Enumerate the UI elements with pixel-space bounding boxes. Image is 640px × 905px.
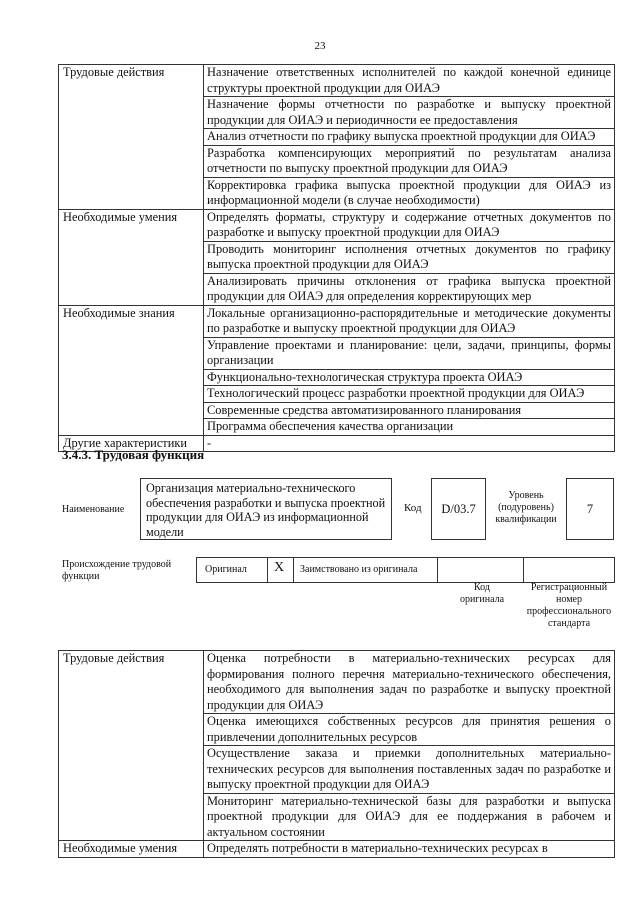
table-row	[59, 209, 615, 241]
row-label: Трудовые действия	[59, 651, 204, 841]
name-label: Наименование	[62, 504, 125, 515]
caption-code-original: Код оригинала	[459, 582, 505, 605]
borrowed-label: Заимствовано из оригинала	[300, 564, 418, 575]
table-row	[59, 305, 615, 337]
table-cell: Программа обеспечения качества организации	[204, 419, 615, 436]
section-title: 3.4.3. Трудовая функция	[62, 447, 205, 462]
table-row	[59, 841, 615, 858]
row-label: Трудовые действия	[59, 65, 204, 210]
table-cell: Назначение ответственных исполнителей по каждой конечной единице структуры проектной продукции для ОИАЭ	[204, 65, 615, 97]
caption-registration-number: Регистрационный номер профессионального стандарта	[526, 582, 612, 629]
row-label: Необходимые умения	[59, 841, 204, 858]
origin-box	[196, 557, 615, 583]
row-label: Другие характеристики	[59, 435, 204, 452]
table-row	[59, 65, 615, 97]
code-value-box: D/03.7	[431, 478, 486, 540]
origin-label: Происхождение трудовой функции	[62, 559, 172, 582]
level-value-box: 7	[566, 478, 614, 540]
table-cell: Функционально-технологическая структура проекта ОИАЭ	[204, 369, 615, 386]
table-row	[59, 651, 615, 714]
table-cell: Анализировать причины отклонения от графика выпуска проектной продукции для ОИАЭ для определения корректирующих мер	[204, 273, 615, 305]
table-cell: Управление проектами и планирование: цели, задачи, принципы, формы организации	[204, 337, 615, 369]
table-cell: Современные средства автоматизированного планирования	[204, 402, 615, 419]
table-cell: Определять потребности в материально-технических ресурсах в	[204, 841, 615, 858]
table-cell: Технологический процесс разработки проектной продукции для ОИАЭ	[204, 386, 615, 403]
code-label: Код	[404, 502, 422, 514]
table-cell: Осуществление заказа и приемки дополнительных материально-технических ресурсов для выполнения поставленных задач по разработке и выпуску проектной продукции для ОИАЭ	[204, 746, 615, 794]
row-label: Необходимые знания	[59, 305, 204, 435]
table-cell: -	[204, 435, 615, 452]
level-label: Уровень (подуровень) квалификации	[495, 490, 557, 525]
requirements-table-top	[58, 64, 615, 452]
table-cell: Назначение формы отчетности по разработке и выпуску проектной продукции для ОИАЭ и периодичности ее предоставления	[204, 97, 615, 129]
table-cell: Оценка имеющихся собственных ресурсов для принятия решения о привлечении дополнительных ресурсов	[204, 714, 615, 746]
table-cell: Мониторинг материально-технической базы для разработки и выпуска проектной продукции для ОИАЭ для ее поддержания в рабочем и актуальном состоянии	[204, 793, 615, 841]
table-cell: Локальные организационно-распорядительные и методические документы по разработке и выпуску проектной продукции для ОИАЭ	[204, 305, 615, 337]
table-cell: Определять форматы, структуру и содержание отчетных документов по разработке и выпуску проектной продукции для ОИАЭ	[204, 209, 615, 241]
table-cell: Проводить мониторинг исполнения отчетных документов по графику выпуска проектной продукции для ОИАЭ	[204, 241, 615, 273]
table-cell: Разработка компенсирующих мероприятий по результатам анализа отчетности по выпуску проектной продукции для ОИАЭ	[204, 145, 615, 177]
table-cell: Оценка потребности в материально-технических ресурсах для формирования полного перечня материально-технического обеспечения, необходимого для выполнения задач по разработке и выпуску проектной продукции для ОИАЭ	[204, 651, 615, 714]
table-cell: Корректировка графика выпуска проектной продукции для ОИАЭ из информационной модели (в случае необходимости)	[204, 177, 615, 209]
table-cell: Анализ отчетности по графику выпуска проектной продукции для ОИАЭ	[204, 129, 615, 146]
requirements-table-bottom	[58, 650, 615, 858]
page-number: 23	[314, 40, 326, 52]
row-label: Необходимые умения	[59, 209, 204, 305]
name-value-box: Организация материально-технического обеспечения разработки и выпуска проектной продукции для ОИАЭ из информационной модели	[140, 478, 392, 540]
original-label: Оригинал	[205, 564, 247, 575]
original-mark: X	[274, 560, 285, 575]
